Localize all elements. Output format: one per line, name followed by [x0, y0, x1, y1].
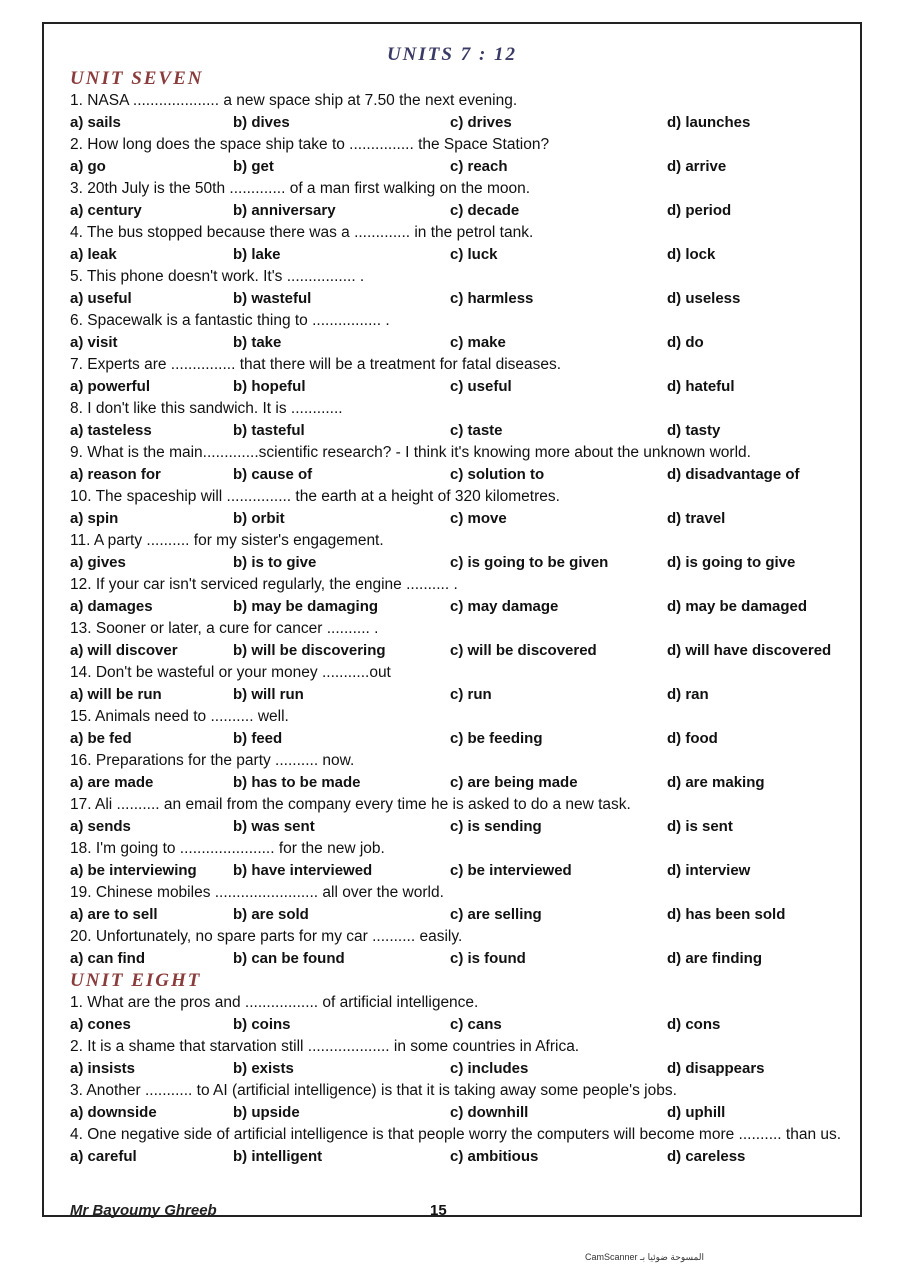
unit-title: UNIT EIGHT: [70, 970, 202, 991]
question-text: 17. Ali .......... an email from the company every time he is asked to do a new task.: [70, 796, 631, 813]
question-text: 10. The spaceship will ............... the earth at a height of 320 kilometres.: [70, 488, 560, 505]
option-b: b) may be damaging: [233, 598, 379, 615]
option-d: d) lock: [667, 246, 716, 263]
option-a: a) will be run: [70, 686, 162, 703]
question-text: 2. How long does the space ship take to ............... the Space Station?: [70, 136, 550, 153]
answer-options: [70, 684, 846, 706]
answer-options: [70, 156, 846, 178]
option-b: b) lake: [233, 246, 281, 263]
option-a: a) gives: [70, 554, 126, 571]
answer-options: [70, 112, 846, 134]
option-c: c) is going to be given: [450, 554, 609, 571]
option-a: a) insists: [70, 1060, 136, 1077]
question-text: 8. I don't like this sandwich. It is ............: [70, 400, 343, 417]
answer-options: [70, 948, 846, 970]
page-header: UNITS 7 : 12: [386, 44, 518, 65]
option-a: a) tasteless: [70, 422, 152, 439]
option-a: a) sends: [70, 818, 131, 835]
option-b: b) will be discovering: [233, 642, 386, 659]
option-b: b) dives: [233, 114, 290, 131]
option-a: a) damages: [70, 598, 153, 615]
question-text: 7. Experts are ............... that there will be a treatment for fatal diseases.: [70, 356, 562, 373]
option-b: b) upside: [233, 1104, 300, 1121]
option-c: c) decade: [450, 202, 520, 219]
answer-options: [70, 860, 846, 882]
option-d: d) hateful: [667, 378, 735, 395]
option-c: c) reach: [450, 158, 508, 175]
question-text: 15. Animals need to .......... well.: [70, 708, 289, 725]
option-a: a) downside: [70, 1104, 157, 1121]
option-d: d) is going to give: [667, 554, 796, 571]
option-d: d) will have discovered: [667, 642, 832, 659]
option-d: d) are finding: [667, 950, 762, 967]
option-b: b) wasteful: [233, 290, 312, 307]
option-b: b) get: [233, 158, 274, 175]
option-d: d) is sent: [667, 818, 733, 835]
option-c: c) includes: [450, 1060, 529, 1077]
answer-options: [70, 552, 846, 574]
option-b: b) orbit: [233, 510, 285, 527]
option-a: a) be interviewing: [70, 862, 197, 879]
author-name: Mr Bayoumy Ghreeb: [70, 1202, 217, 1219]
option-c: c) are being made: [450, 774, 578, 791]
option-d: d) interview: [667, 862, 751, 879]
option-c: c) taste: [450, 422, 503, 439]
answer-options: [70, 376, 846, 398]
option-c: c) harmless: [450, 290, 534, 307]
question-text: 1. What are the pros and ................. of artificial intelligence.: [70, 994, 479, 1011]
question-text: 3. 20th July is the 50th ............. of a man first walking on the moon.: [70, 180, 531, 197]
question-text: 9. What is the main.............scientific research? - I think it's knowing more about the unknown world.: [70, 444, 751, 461]
option-c: c) downhill: [450, 1104, 529, 1121]
option-c: c) be interviewed: [450, 862, 572, 879]
page-number: 15: [430, 1202, 447, 1219]
question-text: 16. Preparations for the party .......... now.: [70, 752, 355, 769]
question-text: 20. Unfortunately, no spare parts for my car .......... easily.: [70, 928, 463, 945]
option-a: a) can find: [70, 950, 146, 967]
option-b: b) have interviewed: [233, 862, 373, 879]
option-a: a) careful: [70, 1148, 137, 1165]
option-a: a) spin: [70, 510, 119, 527]
option-b: b) feed: [233, 730, 283, 747]
answer-options: [70, 464, 846, 486]
option-a: a) be fed: [70, 730, 132, 747]
answer-options: [70, 816, 846, 838]
option-a: a) cones: [70, 1016, 131, 1033]
question-text: 2. It is a shame that starvation still ................... in some countries in Africa.: [70, 1038, 580, 1055]
option-b: b) anniversary: [233, 202, 336, 219]
option-a: a) reason for: [70, 466, 161, 483]
question-text: 5. This phone doesn't work. It's ................ .: [70, 268, 365, 285]
question-text: 6. Spacewalk is a fantastic thing to ................ .: [70, 312, 390, 329]
option-b: b) can be found: [233, 950, 345, 967]
option-b: b) intelligent: [233, 1148, 323, 1165]
answer-options: [70, 728, 846, 750]
option-c: c) cans: [450, 1016, 502, 1033]
answer-options: [70, 508, 846, 530]
worksheet-content: [70, 68, 846, 1168]
question-text: 1. NASA .................... a new space ship at 7.50 the next evening.: [70, 92, 518, 109]
option-c: c) is found: [450, 950, 526, 967]
option-a: a) will discover: [70, 642, 178, 659]
option-d: d) useless: [667, 290, 741, 307]
option-d: d) launches: [667, 114, 751, 131]
question-text: 18. I'm going to ...................... for the new job.: [70, 840, 385, 857]
option-a: a) are made: [70, 774, 154, 791]
option-c: c) luck: [450, 246, 498, 263]
option-d: d) travel: [667, 510, 726, 527]
option-d: d) arrive: [667, 158, 727, 175]
question-text: 19. Chinese mobiles ........................ all over the world.: [70, 884, 444, 901]
option-c: c) will be discovered: [450, 642, 597, 659]
option-c: c) ambitious: [450, 1148, 539, 1165]
answer-options: [70, 640, 846, 662]
option-b: b) take: [233, 334, 282, 351]
question-text: 13. Sooner or later, a cure for cancer .......... .: [70, 620, 379, 637]
answer-options: [70, 1058, 846, 1080]
option-d: d) disappears: [667, 1060, 765, 1077]
question-text: 3. Another ........... to AI (artificial intelligence) is that it is taking away some people's jobs.: [70, 1082, 677, 1099]
option-b: b) has to be made: [233, 774, 361, 791]
option-c: c) are selling: [450, 906, 542, 923]
option-d: d) may be damaged: [667, 598, 808, 615]
scanner-watermark: CamScanner المسوحة ضوئيا بـ: [585, 1252, 704, 1262]
option-d: d) has been sold: [667, 906, 786, 923]
option-d: d) do: [667, 334, 704, 351]
answer-options: [70, 1102, 846, 1124]
option-b: b) exists: [233, 1060, 294, 1077]
answer-options: [70, 420, 846, 442]
option-a: a) leak: [70, 246, 117, 263]
option-c: c) be feeding: [450, 730, 543, 747]
option-d: d) tasty: [667, 422, 721, 439]
option-c: c) useful: [450, 378, 512, 395]
option-b: b) was sent: [233, 818, 315, 835]
option-c: c) solution to: [450, 466, 545, 483]
option-d: d) disadvantage of: [667, 466, 800, 483]
option-a: a) go: [70, 158, 106, 175]
option-a: a) sails: [70, 114, 121, 131]
page-frame: [42, 22, 862, 1217]
answer-options: [70, 772, 846, 794]
answer-options: [70, 244, 846, 266]
option-c: c) may damage: [450, 598, 559, 615]
answer-options: [70, 1014, 846, 1036]
answer-options: [70, 1146, 846, 1168]
option-a: a) powerful: [70, 378, 151, 395]
question-text: 12. If your car isn't serviced regularly, the engine .......... .: [70, 576, 458, 593]
option-a: a) century: [70, 202, 142, 219]
question-text: 4. The bus stopped because there was a ............. in the petrol tank.: [70, 224, 534, 241]
answer-options: [70, 200, 846, 222]
option-a: a) visit: [70, 334, 118, 351]
option-c: c) run: [450, 686, 492, 703]
option-d: d) ran: [667, 686, 709, 703]
option-d: d) careless: [667, 1148, 746, 1165]
option-b: b) cause of: [233, 466, 313, 483]
option-b: b) tasteful: [233, 422, 305, 439]
option-b: b) will run: [233, 686, 304, 703]
option-c: c) is sending: [450, 818, 542, 835]
option-d: d) food: [667, 730, 718, 747]
answer-options: [70, 288, 846, 310]
option-a: a) useful: [70, 290, 132, 307]
answer-options: [70, 904, 846, 926]
option-b: b) are sold: [233, 906, 309, 923]
option-d: d) cons: [667, 1016, 721, 1033]
option-d: d) uphill: [667, 1104, 726, 1121]
option-d: d) are making: [667, 774, 765, 791]
option-b: b) hopeful: [233, 378, 306, 395]
answer-options: [70, 332, 846, 354]
option-a: a) are to sell: [70, 906, 158, 923]
option-b: b) is to give: [233, 554, 317, 571]
question-text: 14. Don't be wasteful or your money ...........out: [70, 664, 391, 681]
question-text: 11. A party .......... for my sister's engagement.: [70, 532, 384, 549]
answer-options: [70, 596, 846, 618]
option-c: c) make: [450, 334, 506, 351]
option-d: d) period: [667, 202, 732, 219]
option-b: b) coins: [233, 1016, 291, 1033]
option-c: c) move: [450, 510, 507, 527]
option-c: c) drives: [450, 114, 512, 131]
question-text: 4. One negative side of artificial intelligence is that people worry the computers will become more .......... than us.: [70, 1126, 842, 1143]
unit-title: UNIT SEVEN: [70, 68, 204, 89]
